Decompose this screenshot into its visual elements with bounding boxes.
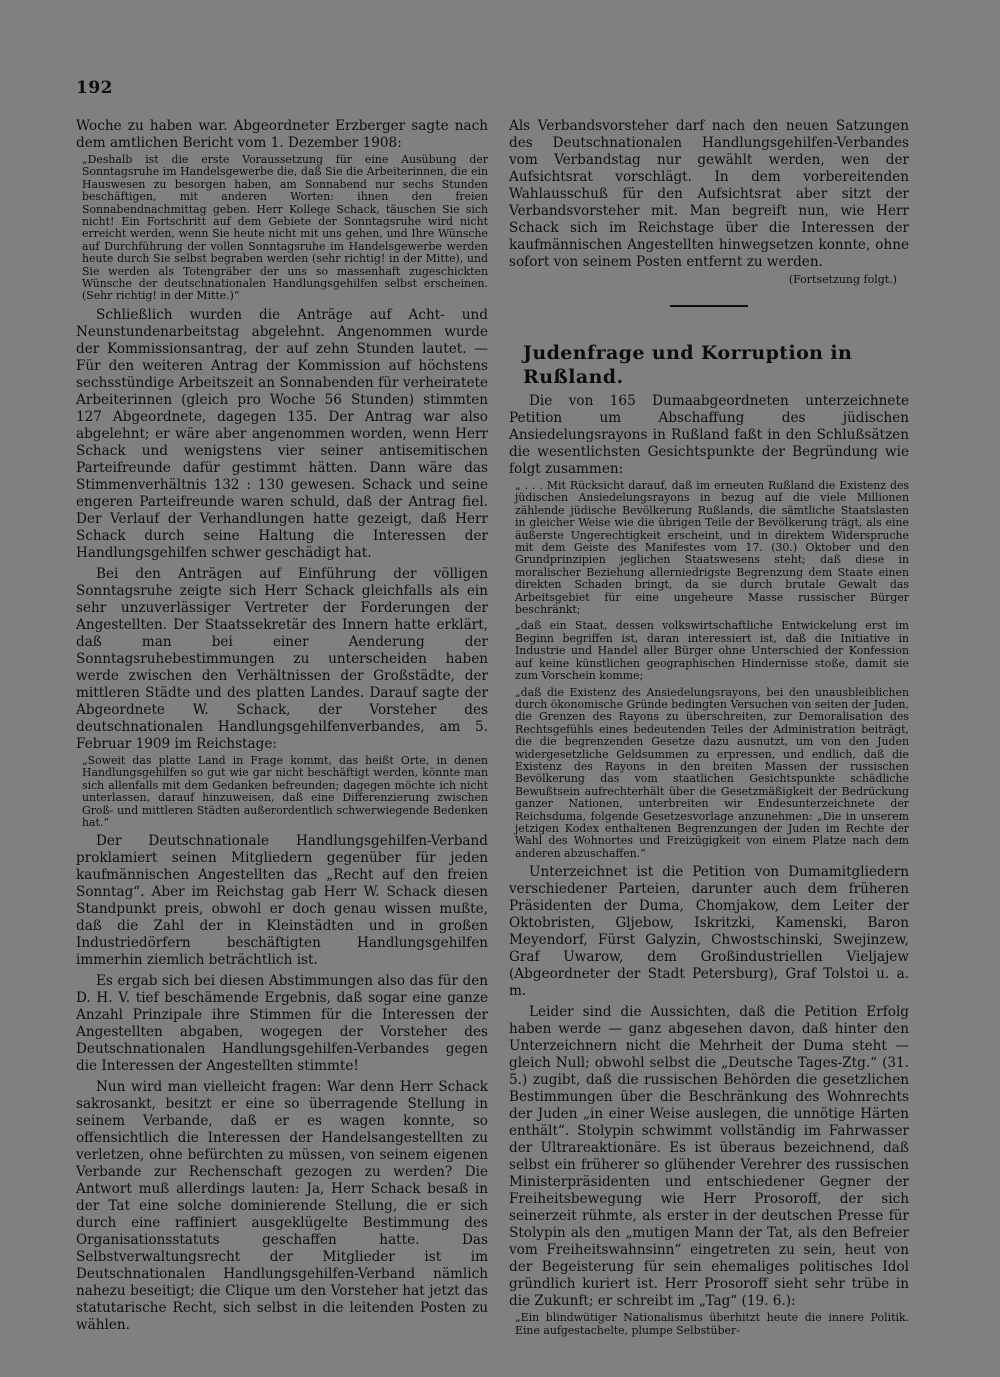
left-column — [76, 118, 488, 1334]
paragraph: Schließlich wurden die Anträge auf Acht- und Neunstundenarbeitstag abgelehnt. Angenommen wurde der Kommissionsantrag, der auf zehn Stunden lautet. — Für den weiteren Antrag der Kommission auf höchstens sechsstündige Arbeitszeit an Sonnabenden für verheiratete Arbeiterinnen (gleich pro Woche 56 Stunden) stimmten 127 Abgeordnete, dagegen 135. Der Antrag war also abgelehnt; er wäre aber angenommen worden, wenn Herr Schack und wenigstens vier seiner antisemitischen Parteifreunde dafür gestimmt hätten. Dann wäre das Stimmenverhältnis 132 : 130 gewesen. Schack und seine engeren Parteifreunde waren schuld, daß der Antrag fiel. Der Verlauf der Verhandlungen hatte gezeigt, daß Herr Schack durch seine Haltung die Interessen der Handlungsgehilfen schwer geschädigt hat. — [76, 306, 488, 561]
quote: „daß die Existenz des Ansiedelungsrayons, bei den unausbleiblichen durch ökonomische Gründe bedingten Versuchen von seiten der Juden, die Grenzen des Rayons zu überschreiten, zur Demoralisation des Rechtsgefühls eines bedeutenden Teiles der Administration beiträgt, die die begrenzenden Gesetze dazu ausnutzt, um von den Juden widergesetzliche Geldsummen zu erpressen, und endlich, daß die Existenz des Rayons in den breiten Massen der russischen Bevölkerung das vom staatlichen Gesichtspunkte schädliche Bewußtsein aufrechterhält über die Gesetzmäßigkeit der Bedrückung ganzer Nationen, unterbreiten wir Endesunterzeichnete der Reichsduma, folgende Gesetzesvorlage anzunehmen: „Die in unserem jetzigen Kodex enthaltenen Begrenzungen der Juden im Rechte der Wahl des Wohnortes und Freizügigkeit von einem Platze nach dem anderen abzuschaffen.“ — [515, 685, 909, 860]
quote: „Ein blindwütiger Nationalismus überhitzt heute die innere Politik. Eine aufgestachelte, plumpe Selbstüber- — [515, 1311, 909, 1337]
quote: „ . . . Mit Rücksicht darauf, daß im erneuten Rußland die Existenz des jüdischen Ansiedelungsrayons in bezug auf die viele Millionen zählende jüdische Bevölkerung Rußlands, die sämtliche Staatslasten in gleicher Weise wie die übrigen Teile der Bevölkerung trägt, als eine äußerste Ungerechtigkeit erscheint, und in direktem Widerspruche mit dem Geiste des Manifestes vom 17. (30.) Oktober und den Grundprinzipien jeglichen Staatswesens steht; daß diese in moralischer Beziehung allerniedrigste Begrenzung dem Staate einen direkten Schaden bringt, da sie durch brutale Gewalt das Arbeitsgebiet für eine ungeheure Masse russischer Bürger beschränkt; — [515, 479, 909, 617]
quote: „daß ein Staat, dessen volkswirtschaftliche Entwickelung erst im Beginn begriffen ist, daran interessiert ist, daß die Initiative in Industrie und Handel aller Bürger ohne Unterschied der Konfession auf keine künstlichen geographischen Hindernisse stoße, damit sie zum Vorschein komme; — [515, 619, 909, 683]
paragraph: Es ergab sich bei diesen Abstimmungen also das für den D. H. V. tief beschämende Ergebnis, daß sogar eine ganze Anzahl Prinzipale ihre Stimmen für die Interessen der Angestellten abgaben, wogegen der Vorsteher des Deutschnationalen Handlungsgehilfen-Verbandes gegen die Interessen der Angestellten stimmte! — [76, 973, 488, 1075]
quote: „Soweit das platte Land in Frage kommt, das heißt Orte, in denen Handlungsgehilfen so gut wie gar nicht beschäftigt werden, könnte man sich allenfalls mit dem Gedanken befreunden; dagegen möchte ich nicht unterlassen, darauf hinzuweisen, daß eine Differenzierung zwischen Groß- und mittleren Städten außerordentlich schwerwiegende Bedenken hat.“ — [82, 753, 488, 829]
paragraph: Der Deutschnationale Handlungsgehilfen-Verband proklamiert seinen Mitgliedern gegenüber für jeden kaufmännischen Angestellten das „Recht auf den freien Sonntag“. Aber im Reichstag gab Herr W. Schack diesen Standpunkt preis, obwohl er doch genau wissen mußte, daß die Zahl der in Kleinstädten und in großen Industriedörfern beschäftigten Handlungsgehilfen immerhin ziemlich beträchtlich ist. — [76, 833, 488, 969]
continuation-note: (Fortsetzung folgt.) — [788, 273, 897, 286]
paragraph: Bei den Anträgen auf Einführung der völligen Sonntagsruhe zeigte sich Herr Schack gleichfalls als ein sehr unzuverlässiger Vertreter der Forderungen der Angestellten. Der Staatssekretär des Innern hatte erklärt, daß man bei einer Aenderung der Sonntagsruhebestimmungen zu unterscheiden haben werde zwischen den Verhältnissen der Großstädte, der mittleren Städte und des platten Landes. Darauf sagte der Abgeordnete W. Schack, der Vorsteher des deutschnationalen Handlungsgehilfenverbandes, am 5. Februar 1909 im Reichstage: — [76, 565, 488, 752]
quote: „Deshalb ist die erste Voraussetzung für eine Ausübung der Sonntagsruhe im Handelsgewerbe die, daß Sie die Arbeiterinnen, die ein Hauswesen zu besorgen haben, am Sonnabend nur sechs Stunden beschäftigen, mit anderen Worten: ihnen den freien Sonnabendnachmittag geben. Herr Kollege Schack, täuschen Sie sich nicht! Ein Fortschritt auf dem Gebiete der Sonntagsruhe wird nicht erreicht werden, wenn Sie heute nicht mit uns gehen, und Ihre Wünsche auf Durchführung der vollen Sonntagsruhe im Handelsgewerbe werden heute durch Sie selbst begraben werden (sehr richtig! in der Mitte), und Sie werden als Totengräber der uns so massenhaft zugeschickten Wünsche der deutschnationalen Handlungsgehilfen selbst erscheinen. (Sehr richtig! in der Mitte.)“ — [82, 153, 488, 303]
paragraph: Die von 165 Dumaabgeordneten unterzeichnete Petition um Abschaffung des jüdischen Ansiedelungsrayons in Rußland faßt in den Schlußsätzen die wesentlichsten Gesichtspunkte der Begründung wie folgt zusammen: — [509, 393, 909, 477]
paragraph: Leider sind die Aussichten, daß die Petition Erfolg haben werde — ganz abgesehen davon, daß hinter den Unterzeichnern nicht die Mehrheit der Duma steht — gleich Null; obwohl selbst die „Deutsche Tages-Ztg.“ (31. 5.) zugibt, daß die russischen Behörden die gesetzlichen Bestimmungen über die Beschränkung des Wohnrechts der Juden „in einer Weise auslegen, die unnötige Härten enthält“. Stolypin schwimmt vollständig im Fahrwasser der Ultrareaktionäre. Es ist überaus bezeichnend, daß selbst ein früherer so glühender Verehrer des russischen Ministerpräsidenten und entschiedener Gegner der Freiheitsbewegung wie Herr Prosoroff, der sich seinerzeit rühmte, als erster in der deutschen Presse für Stolypin als den „mutigen Mann der Tat, als den Befreier vom Freiheitswahnsinn“ eingetreten zu sein, heut von der Begeisterung für sein ehemaliges politisches Idol gründlich kuriert ist. Herr Prosoroff sieht sehr trübe in die Zukunft; er schreibt im „Tag“ (19. 6.): — [509, 1004, 909, 1310]
paragraph: Woche zu haben war. Abgeordneter Erzberger sagte nach dem amtlichen Bericht vom 1. Dezember 1908: — [76, 118, 488, 151]
paragraph: Unterzeichnet ist die Petition von Dumamitgliedern verschiedener Parteien, darunter auch dem früheren Präsidenten der Duma, Chomjakow, dem Leiter der Oktobristen, Gljebow, Iskritzki, Kamenski, Baron Meyendorf, Fürst Galyzin, Chwostschinski, Swejinzew, Graf Uwarow, dem Großindustriellen Vieljajew (Abgeordneter der Stadt Petersburg), Graf Tolstoi u. a. m. — [509, 864, 909, 1000]
paragraph: Als Verbandsvorsteher darf nach den neuen Satzungen des Deutschnationalen Handlungsgehilfen-Verbandes vom Verbandstag nur gewählt werden, wen der Aufsichtsrat vorschlägt. In dem vorbereitenden Wahlausschuß für den Aufsichtsrat aber sitzt der Verbandsvorsteher mit. Man begreift nun, wie Herr Schack sich im Reichstage über die Interessen der kaufmännischen Angestellten hinwegsetzen konnte, ohne sofort von seinem Posten entfernt zu werden. — [509, 118, 909, 270]
article-title: Judenfrage und Korruption in Rußland. — [523, 342, 853, 388]
section-divider — [670, 305, 748, 307]
paragraph: Nun wird man vielleicht fragen: War denn Herr Schack sakrosankt, besitzt er eine so überragende Stellung in seinem Verbande, daß er es wagen konnte, so offensichtlich die Interessen der Handelsangestellten zu verletzen, ohne befürchten zu müssen, von seinem eigenen Verbande zur Rechenschaft gezogen zu werden? Die Antwort muß allerdings lauten: Ja, Herr Schack besaß in der Tat eine solche dominierende Stellung, die er sich durch eine raffiniert ausgeklügelte Bestimmung des Organisationsstatuts geschaffen hatte. Das Selbstverwaltungsrecht der Mitglieder ist im Deutschnationalen Handlungsgehilfen-Verband nämlich nahezu beseitigt; die Clique um den Vorsteher hat jetzt das statutarische Recht, sich selbst in die leitenden Posten zu wählen. — [76, 1079, 488, 1334]
right-column — [509, 118, 909, 1341]
page-number: 192 — [76, 78, 113, 98]
